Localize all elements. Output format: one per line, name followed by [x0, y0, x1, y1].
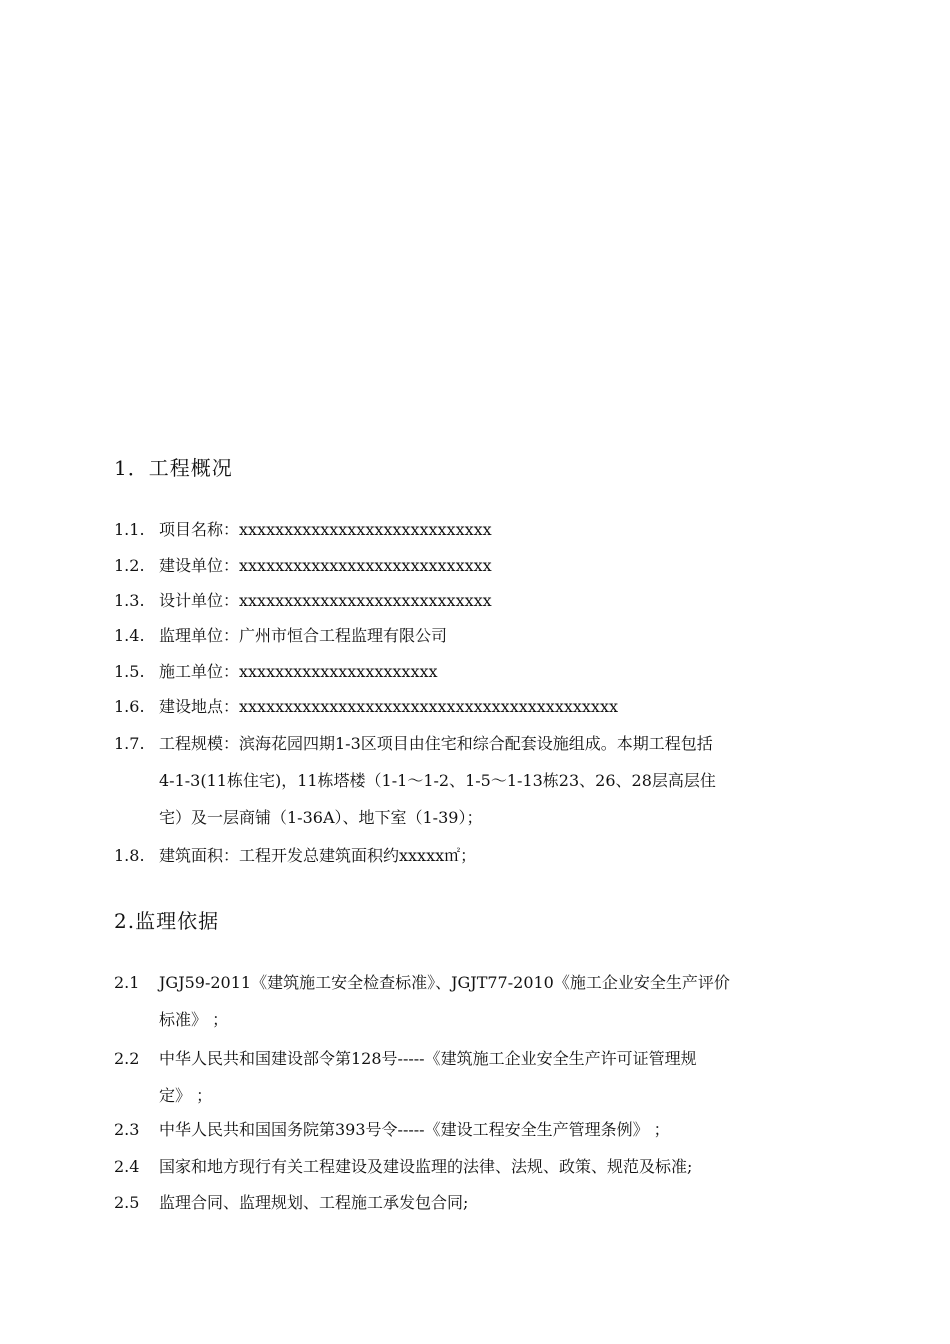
item-text: 中华人民共和国国务院第393号令-----《建设工程安全生产管理条例》 ； — [159, 1120, 670, 1139]
basis-item-standards — [114, 964, 844, 1038]
item-text: 项目名称：xxxxxxxxxxxxxxxxxxxxxxxxxxxx — [159, 520, 492, 539]
overview-item-owner — [114, 547, 844, 584]
overview-item-scale — [114, 725, 844, 836]
item-text-line: 4-1-3(11栋住宅)，11栋塔楼（1-1～1-2、1-5～1-13栋23、26、28层高层住 — [159, 771, 716, 790]
item-number: 2.5 — [114, 1193, 140, 1212]
item-number: 1.3. — [114, 591, 145, 610]
item-text: 国家和地方现行有关工程建设及建设监理的法律、法规、政策、规范及标准; — [159, 1157, 693, 1176]
item-number: 2.2 — [114, 1049, 140, 1068]
item-number: 2.1 — [114, 973, 140, 992]
basis-item-contracts — [114, 1184, 844, 1221]
overview-item-project-name — [114, 511, 844, 548]
overview-item-area — [114, 837, 844, 874]
item-number: 2.4 — [114, 1157, 140, 1176]
item-text-line: 宅）及一层商铺（1-36A）、地下室（1-39）； — [159, 808, 483, 827]
item-number: 1.2. — [114, 556, 145, 575]
item-number: 1.8. — [114, 846, 145, 865]
item-text-line: 标准》 ； — [159, 1010, 229, 1029]
item-number: 1.5. — [114, 662, 145, 681]
item-text: 施工单位：xxxxxxxxxxxxxxxxxxxxxx — [159, 662, 438, 681]
item-text — [159, 725, 844, 836]
section-heading-overview: 1．工程概况 — [114, 456, 233, 480]
item-text-line: 定》 ； — [159, 1086, 213, 1105]
item-text: 设计单位：xxxxxxxxxxxxxxxxxxxxxxxxxxxx — [159, 591, 492, 610]
item-text-line: JGJ59-2011《建筑施工安全检查标准》、JGJT77-2010《施工企业安全生产评价 — [159, 973, 730, 992]
section-heading-basis: 2.监理依据 — [114, 909, 220, 933]
overview-item-designer — [114, 582, 844, 619]
item-number: 1.7. — [114, 734, 145, 753]
item-text-line: 工程规模：滨海花园四期1-3区项目由住宅和综合配套设施组成。本期工程包括 — [159, 734, 713, 753]
item-number: 2.3 — [114, 1120, 140, 1139]
item-text: 建设单位：xxxxxxxxxxxxxxxxxxxxxxxxxxxx — [159, 556, 492, 575]
item-number: 1.1. — [114, 520, 145, 539]
overview-item-supervisor — [114, 617, 844, 654]
overview-item-location — [114, 688, 844, 725]
item-number: 1.4. — [114, 626, 145, 645]
basis-item-decree-393 — [114, 1111, 844, 1148]
overview-item-contractor — [114, 653, 844, 690]
basis-item-laws — [114, 1148, 844, 1185]
item-text — [159, 1040, 844, 1114]
item-text: 建设地点：xxxxxxxxxxxxxxxxxxxxxxxxxxxxxxxxxxxxxxxxxx — [159, 697, 618, 716]
basis-item-decree-128 — [114, 1040, 844, 1114]
item-text: 监理单位：广州市恒合工程监理有限公司 — [159, 626, 448, 645]
item-text — [159, 964, 844, 1038]
item-text: 监理合同、监理规划、工程施工承发包合同; — [159, 1193, 469, 1212]
item-number: 1.6. — [114, 697, 145, 716]
item-text: 建筑面积：工程开发总建筑面积约xxxxx㎡； — [159, 846, 477, 865]
item-text-line: 中华人民共和国建设部令第128号-----《建筑施工企业安全生产许可证管理规 — [159, 1049, 697, 1068]
